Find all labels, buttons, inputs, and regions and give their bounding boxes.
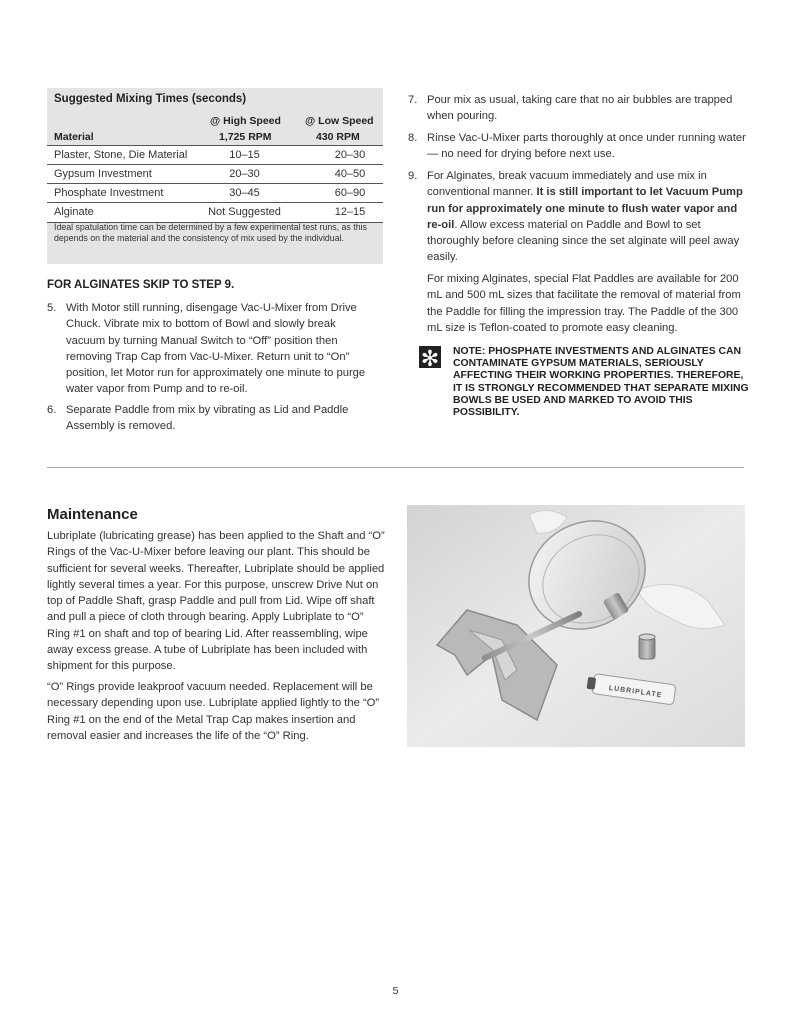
step-7 — [408, 92, 748, 125]
row-material: Gypsum Investment — [54, 168, 152, 180]
row-high: 20–30 — [229, 168, 260, 180]
tube-label: LUBRIPLATE — [608, 684, 663, 700]
row-material: Alginate — [54, 206, 94, 218]
row-low: 60–90 — [334, 187, 366, 199]
trap-cap-top — [639, 634, 655, 640]
step-9-bold-text: It is still important to let Vacuum Pump run for approximately one minute to flush water vapor and re-oil — [427, 186, 743, 231]
step-9 — [408, 168, 748, 266]
alginates-heading: FOR ALGINATES SKIP TO STEP 9. — [47, 279, 235, 291]
row-low: 20–30 — [334, 149, 366, 161]
header-material: Material — [54, 131, 94, 143]
maintenance-title: Maintenance — [47, 506, 138, 523]
step-number: 5. — [47, 302, 57, 314]
row-material: Phosphate Investment — [54, 187, 164, 199]
step-9-text-a: For Alginates, break vacuum immediately and use mix in conventional manner. — [427, 170, 707, 199]
step-6 — [47, 402, 377, 435]
row-high: 30–45 — [229, 187, 260, 199]
step-number: 7. — [408, 94, 418, 106]
paddle-assembly-photo — [407, 505, 745, 747]
section-divider — [47, 467, 744, 468]
step-number: 8. — [408, 132, 418, 144]
mixing-times-table — [47, 88, 383, 264]
table-title: Suggested Mixing Times (seconds) — [54, 93, 247, 105]
step-text: Separate Paddle from mix by vibrating as Lid and Paddle Assembly is removed. — [66, 404, 349, 433]
row-low: 12–15 — [334, 206, 366, 218]
page-number: 5 — [392, 985, 399, 997]
tube-cap — [587, 677, 597, 690]
row-low: 40–50 — [334, 168, 366, 180]
step-5 — [47, 300, 377, 398]
step-9-text-b: . Allow excess material on Paddle and Bowl to set thoroughly before cleaning since the set alginate will peel away easily. — [427, 218, 740, 264]
row-high: Not Suggested — [208, 206, 281, 218]
header-low-rpm: 430 RPM — [316, 131, 360, 143]
table-note: Ideal spatulation time can be determined by a few experimental test runs, as this depends on the material and the consistency of mix used by the individual. — [54, 222, 367, 243]
maintenance-paragraph-1: Lubriplate (lubricating grease) has been applied to the Shaft and “O” Rings of the Vac-U-Mixer before leaving our plant. This should be sufficient for several weeks. Thereafter, Lubriplate should be applied lightly several times a year. For this purpose, unscrew Drive Nut on top of Paddle Shaft, grasp Paddle and pull from Lid. Wipe off shaft and pull a piece of cloth through bearing. Apply Lubriplate to “O” Ring #1 on shaft and top of bearing Lid. After reassembling, wipe away excess grease. A tube of Lubriplate has been included with shipment for this purpose. — [47, 530, 385, 673]
step-text: Rinse Vac-U-Mixer parts thoroughly at once under running water — no need for drying before next use. — [427, 132, 746, 161]
step-text: With Motor still running, disengage Vac-U-Mixer from Drive Chuck. Vibrate mix to bottom of Bowl and slowly break vacuum by turning Manual Switch to “Off” position then removing Trap Cap from Vac-U-Mixer. Return unit to “On” position, let Motor run for approximately one minute to purge water vapor from Pump and to re-oil. — [66, 302, 366, 396]
table-row — [47, 145, 383, 165]
table-row — [47, 202, 383, 223]
header-high-speed: @ High Speed — [210, 115, 281, 127]
maintenance-paragraph-2: “O” Rings provide leakproof vacuum needed. Replacement will be necessary depending upon use. Lubriplate applied lightly to the “O” Ring #1 on the end of the Metal Trap Cap makes insertion and removal easier and increases the life of the “O” Ring. — [47, 681, 380, 742]
table-row — [47, 183, 383, 203]
step-number: 6. — [47, 404, 57, 416]
step-number: 9. — [408, 170, 418, 182]
note-text: NOTE: PHOSPHATE INVESTMENTS AND ALGINATES CAN CONTAMINATE GYPSUM MATERIALS, SERIOUSLY AFFECTING THEIR WORKING PROPERTIES. THEREFORE, IT IS STRONGLY RECOMMENDED THAT SEPARATE MIXING BOWLS BE USED AND MARKED TO AVOID THIS POSSIBILITY. — [453, 346, 749, 419]
flat-paddles-paragraph: For mixing Alginates, special Flat Paddles are available for 200 mL and 500 mL sizes that facilitate the removal of material from the Paddle for filling the impression tray. The Paddle of the 300 mL size is Teflon-coated to promote easy cleaning. — [427, 273, 741, 334]
step-text — [427, 168, 748, 266]
step-8 — [408, 130, 748, 163]
header-low-speed: @ Low Speed — [305, 115, 374, 127]
asterisk-icon: ✻ — [420, 346, 440, 371]
header-high-rpm: 1,725 RPM — [219, 131, 272, 143]
row-high: 10–15 — [229, 149, 260, 161]
row-material: Plaster, Stone, Die Material — [54, 149, 188, 161]
step-text: Pour mix as usual, taking care that no air bubbles are trapped when pouring. — [427, 94, 733, 123]
table-row — [47, 164, 383, 184]
